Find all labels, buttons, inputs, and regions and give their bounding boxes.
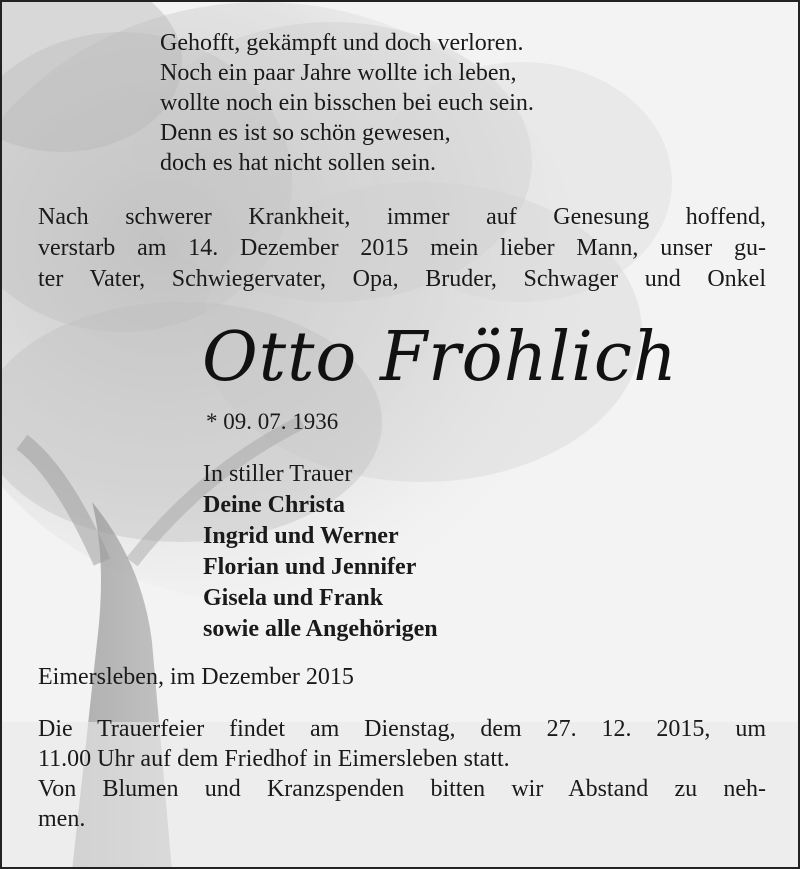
poem-line: doch es hat nicht sollen sein. [160,150,436,176]
mourning-intro: In stiller Trauer [203,461,353,487]
place-and-date: Eimersleben, im Dezember 2015 [38,664,354,690]
mourner-name: Gisela und Frank [203,585,384,611]
poem-block [160,28,534,178]
mourners-block [203,459,438,645]
announcement-line: ter Vater, Schwiegervater, Opa, Bruder, Schwager und Onkel [38,266,766,292]
poem-line: wollte noch ein bisschen bei euch sein. [160,90,534,116]
ceremony-line: 11.00 Uhr auf dem Friedhof in Eimersleben statt. [38,746,510,772]
ceremony-line: Die Trauerfeier findet am Dienstag, dem 27. 12. 2015, um [38,716,766,742]
mourner-name: Florian und Jennifer [203,554,417,580]
deceased-name: Otto Fröhlich [202,318,678,397]
poem-line: Noch ein paar Jahre wollte ich leben, [160,60,517,86]
mourner-name: sowie alle Angehörigen [203,616,438,642]
birth-date: * 09. 07. 1936 [206,409,339,434]
announcement-line: verstarb am 14. Dezember 2015 mein lieber Mann, unser gu- [38,235,766,261]
ceremony-line: Von Blumen und Kranzspenden bitten wir Abstand zu neh- [38,776,766,802]
announcement-line: Nach schwerer Krankheit, immer auf Genesung hoffend, [38,204,766,230]
funeral-ceremony-info [38,714,766,834]
mourner-name: Ingrid und Werner [203,523,399,549]
ceremony-line: men. [38,806,86,832]
poem-line: Gehofft, gekämpft und doch verloren. [160,30,524,56]
poem-line: Denn es ist so schön gewesen, [160,120,451,146]
death-announcement [38,202,766,295]
mourner-name: Deine Christa [203,492,345,518]
